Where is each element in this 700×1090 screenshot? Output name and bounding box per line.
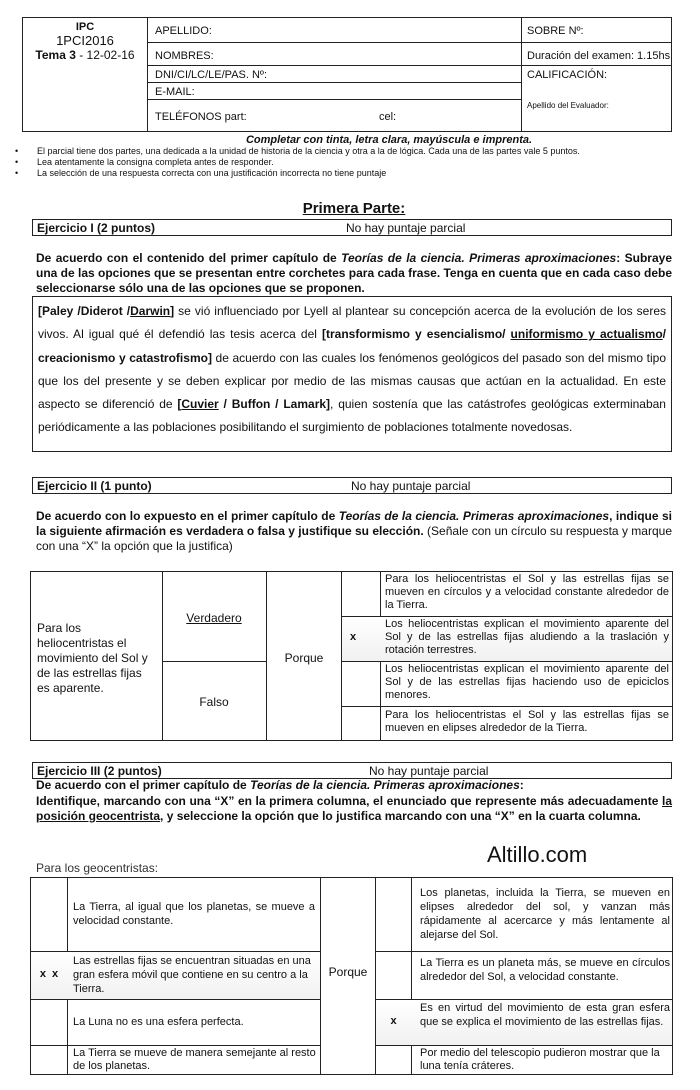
tema-label: Tema 3 [35,48,76,62]
ex3-statement-row[interactable] [31,1046,320,1074]
ex2-falso-option[interactable]: Falso [199,695,229,709]
part-title: Primera Parte: [302,200,406,217]
ex3-statement-text: Las estrellas fijas se encuentran situadas en una gran esfera móvil que contiene en su centro a la Tierra. [73,955,311,995]
ex3-statement-row[interactable] [31,878,320,951]
ex1-note: No hay puntaje parcial [346,221,466,235]
ex2-option-text: Para los heliocentristas el Sol y las estrellas fijas se mueven en elipses alrededor de la Tierra. [385,709,669,734]
ex2-option-row[interactable] [342,707,672,740]
instructions-headline: Completar con tinta, letra clara, mayúscula e imprenta. [245,134,533,146]
ex3-statement-text: La Tierra, al igual que los planetas, se mueve a velocidad constante. [73,901,315,927]
ex3-justification-row[interactable] [376,1046,672,1074]
ex3-statement-mark[interactable]: x x [39,968,59,980]
ex3-porque-label: Porque [328,965,368,979]
ex3-statement-text: La Luna no es una esfera perfecta. [73,1016,244,1028]
ex3-justification-text: Los planetas, incluida la Tierra, se mueven en elipses alrededor del sol, y vanzan más rápidamente al acercarce y más lentamente al alejarse del Sol. [420,887,670,941]
tema-date: - 12-02-16 [75,48,135,62]
evaluador-field[interactable]: Apellido del Evaluador: [527,101,609,110]
calificacion-field[interactable]: CALIFICACIÓN: [527,69,608,81]
email-field[interactable]: E-MAIL: [155,86,195,98]
ex3-statement-row[interactable] [31,1000,320,1045]
ex2-verdadero-option[interactable]: Verdadero [186,611,242,625]
ex3-justification-text: Es en virtud del movimiento de esta gran esfera que se explica el movimiento de las estrellas fijas. [420,1002,670,1028]
ex2-option-mark[interactable]: x [349,631,357,643]
ex1-selected-cuvier[interactable]: Cuvier [181,397,219,412]
ex3-statement-row[interactable] [31,952,320,999]
ex2-title-row [32,477,672,494]
ex2-option-row[interactable] [342,572,672,616]
ex3-answer-table [30,877,673,1075]
ex3-justification-text: Por medio del telescopio pudieron mostrar que la luna tenía cráteres. [420,1047,660,1072]
instruction-item: • La selección de una respuesta correcta con una justificación incorrecta no tiene puntaje [37,168,677,179]
ex2-option-text: Los heliocentristas explican el movimiento aparente del Sol y de las estrellas fijas aludiendo a la traslación y rotación terrestres. [385,618,669,656]
ex3-instruction: Identifique, marcando con una “X” en la primera columna, el enunciado que represente más adecuadamente la posición geocentrista, y seleccione la opción que lo justifica marcando con una “X” en la cuarta columna. [36,794,672,823]
ex1-prompt: De acuerdo con el contenido del primer capítulo de Teorías de la ciencia. Primeras aproximaciones: Subraye una de las opciones que se presentan entre corchetes para cada frase. Tenga en cuenta que en cada caso debe seleccionarse sólo una de las opciones que se proponen. [36,251,673,295]
student-info-header [22,17,672,132]
telefonos-field[interactable]: TELÉFONOS part: [155,111,247,123]
ex3-justification-row[interactable] [376,878,672,951]
ex3-justification-text: La Tierra es un planeta más, se mueve en círculos alrededor del Sol, a velocidad constante. [420,957,670,983]
ex3-justification-mark[interactable]: x [390,1015,397,1027]
ex2-porque-label: Porque [284,651,324,665]
ex3-justification-row[interactable] [376,952,672,999]
dni-field[interactable]: DNI/CI/LC/LE/PAS. Nº: [155,69,268,81]
ex2-option-text: Para los heliocentristas el Sol y las estrellas fijas se mueven en círculos y a velocidad constante alrededor de la Tierra. [385,573,669,611]
duracion-label: Duración del examen: 1.15hs [527,50,671,62]
apellido-field[interactable]: APELLIDO: [155,25,212,37]
ex2-option-text: Los heliocentristas explican el movimiento aparente del Sol y de las estrellas fijas haciendo uso de epiciclos menores. [385,663,669,701]
ex1-passage: [Paley /Diderot /Darwin] se vió influenciado por Lyell al plantear su concepción acerca de la evolución de los seres vivos. Al igual qué él defendió las tesis acerca del [transformismo y esencialismo/ uniformismo y actualismo/ creacionismo y catastrofismo] de acuerdo con las cuales los fenómenos geológicos del pasado son del mismo tipo que los del presente y se deben explicar por medio de las mismas causas que actúan en la actualidad. En este aspecto se diferenció de [Cuvier / Buffon / Lamark], quien sostenía que las catástrofes geológicas exterminaban periódicamente a las poblaciones posibilitando el surgimiento de poblaciones totalmente novedosas. [32,296,672,452]
ex1-selected-uniformismo[interactable]: uniformismo y actualismo [510,327,663,342]
course-info [23,18,148,131]
ex2-answer-table [30,571,673,741]
altillo-watermark: Altillo.com [487,842,588,867]
ex3-justification-row[interactable] [376,1000,672,1045]
ex2-option-row[interactable] [342,617,672,661]
ex3-prompt: De acuerdo con el primer capítulo de Teorías de la ciencia. Primeras aproximaciones: [36,778,524,792]
instruction-item: • Lea atentamente la consigna completa antes de responder. [37,157,677,168]
ex3-title-row [32,762,672,779]
ex3-lead: Para los geocentristas: [36,861,159,875]
ex3-title: Ejercicio III (2 puntos) [37,764,162,778]
ex1-selected-darwin[interactable]: Darwin [130,304,171,318]
ex3-statement-text: La Tierra se mueve de manera semejante al resto de los planetas. [73,1047,316,1072]
instruction-item: • El parcial tiene dos partes, una dedicada a la unidad de historia de la ciencia y otra a la de lógica. Cada una de las partes vale 5 puntos. [37,146,677,157]
ex2-prompt: De acuerdo con lo expuesto en el primer capítulo de Teorías de la ciencia. Primeras aproximaciones, indique si la siguiente afirmación es verdadera o falsa y justifique su elección. (Señale con un círculo su respuesta y marque con una “X” la opción que la justifica) [36,509,672,553]
nombres-field[interactable]: NOMBRES: [155,50,214,62]
institution-label: IPC [75,21,95,33]
ex2-note: No hay puntaje parcial [351,479,471,493]
ex3-note: No hay puntaje parcial [369,764,489,778]
ex2-option-row[interactable] [342,662,672,706]
course-code: 1PCI2016 [56,33,114,48]
ex2-statement: Para los heliocentristas el movimiento del Sol y de las estrellas fijas es aparente. [37,621,148,695]
cel-field[interactable]: cel: [379,111,397,123]
ex2-title: Ejercicio II (1 punto) [37,479,152,493]
ex1-title-row [32,219,672,236]
sobre-field[interactable]: SOBRE Nº: [527,25,584,37]
ex1-title: Ejercicio I (2 puntos) [37,221,156,235]
